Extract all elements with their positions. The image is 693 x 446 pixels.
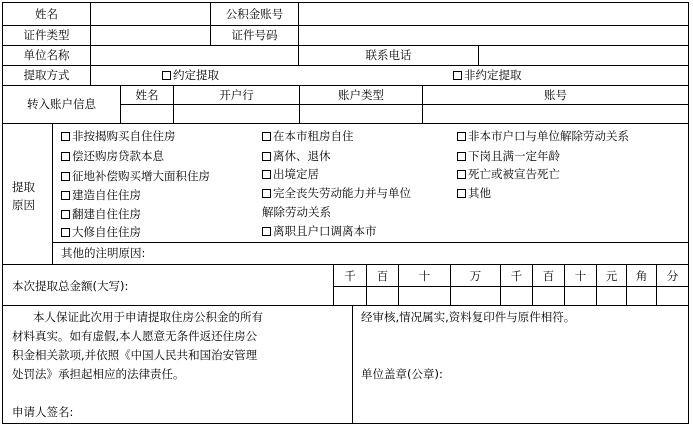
checkbox-icon <box>61 172 70 181</box>
non-agreed-withdrawal-checkbox[interactable] <box>453 68 522 82</box>
non-agreed-withdrawal-label: 非约定提取 <box>464 68 522 82</box>
checkbox-icon <box>457 189 466 198</box>
name-label: 姓名 <box>35 7 58 21</box>
vrule-reason <box>52 123 53 265</box>
amount-unit: 千 <box>344 269 356 283</box>
reason-checkbox[interactable] <box>457 149 560 163</box>
declaration-line3: 积金相关款项,并依照《中国人民共和国治安管理 <box>12 348 258 362</box>
declaration-line4: 处罚法》承担起相应的法律责任。 <box>12 367 185 381</box>
reason-checkbox[interactable] <box>262 129 354 143</box>
reason-checkbox[interactable] <box>61 149 164 163</box>
checkbox-icon <box>61 210 70 219</box>
reason-option-label: 离休、退休 <box>273 149 331 163</box>
amount-unit: 百 <box>542 269 555 283</box>
amount-label: 本次提取总金额(大写): <box>12 279 129 293</box>
reason-checkbox[interactable] <box>61 188 141 202</box>
reason-option-label: 非按揭购买自住住房 <box>72 129 176 143</box>
vrule-r3-a <box>90 45 91 66</box>
reason-label-line2: 原因 <box>12 198 35 212</box>
reason-option-label: 离职且户口调离本市 <box>273 224 377 238</box>
transfer-bank-col: 开户行 <box>219 88 254 102</box>
checkbox-icon <box>162 71 171 80</box>
declaration-line1: 本人保证此次用于申请提取住房公积金的所有 <box>33 310 263 324</box>
checkbox-icon <box>262 170 271 179</box>
reason-checkbox[interactable] <box>262 149 331 163</box>
rule-row5 <box>2 123 689 124</box>
checkbox-icon <box>457 152 466 161</box>
other-reason-field[interactable] <box>160 244 686 262</box>
phone-label: 联系电话 <box>365 48 412 62</box>
rule-row1 <box>2 25 689 26</box>
reason-option-label: 出境定居 <box>273 167 319 181</box>
reason-option-label: 征地补偿购买增大面积住房 <box>72 169 210 183</box>
reason-checkbox[interactable] <box>262 167 319 181</box>
reason-checkbox[interactable] <box>457 129 629 143</box>
reason-option-label: 建造自住住房 <box>72 188 141 202</box>
amount-unit: 元 <box>605 269 618 283</box>
fund-account-label: 公积金账号 <box>225 7 284 21</box>
reason-option-label: 非本市户口与单位解除劳动关系 <box>468 129 629 143</box>
vrule-bottom-split <box>352 305 353 424</box>
signature-label: 申请人签名: <box>12 405 74 419</box>
transfer-name-field[interactable] <box>121 105 172 122</box>
declaration-line2: 材料真实。如有虚假,本人愿意无条件返还住房公 <box>12 329 258 343</box>
checkbox-icon <box>61 132 70 141</box>
reason-checkbox[interactable] <box>61 225 141 239</box>
checkbox-icon <box>262 189 271 198</box>
reason-option-label: 完全丧失劳动能力并与单位 <box>273 186 411 200</box>
transfer-bank-field[interactable] <box>174 105 298 122</box>
transfer-account-label: 转入账户信息 <box>27 97 96 111</box>
amount-unit: 角 <box>635 269 648 283</box>
reason-option-label: 翻建自住住房 <box>72 207 141 221</box>
amount-digit-field[interactable] <box>452 288 499 304</box>
transfer-account-type-field[interactable] <box>300 105 421 122</box>
reason-checkbox[interactable] <box>61 129 176 143</box>
amount-digit-field[interactable] <box>368 288 397 304</box>
transfer-account-no-col: 账号 <box>544 88 567 102</box>
reason-checkbox[interactable] <box>457 186 491 200</box>
id-number-label: 证件号码 <box>231 28 278 42</box>
vrule-r12-a <box>90 2 91 46</box>
amount-unit: 千 <box>510 269 523 283</box>
agreed-withdrawal-checkbox[interactable] <box>162 68 219 82</box>
reason-checkbox[interactable] <box>262 224 377 238</box>
amount-digit-field[interactable] <box>598 288 625 304</box>
rule-row2 <box>2 45 689 46</box>
name-field[interactable] <box>92 4 208 24</box>
amount-digit-field[interactable] <box>534 288 563 304</box>
rule-row3 <box>2 65 689 66</box>
review-text: 经审核,情况属实,资料复印件与原件相符。 <box>361 310 576 324</box>
reason-option-continuation: 解除劳动关系 <box>262 205 331 219</box>
amount-digit-field[interactable] <box>400 288 449 304</box>
checkbox-icon <box>453 71 462 80</box>
amount-digit-field[interactable] <box>566 288 595 304</box>
checkbox-icon <box>457 132 466 141</box>
reason-checkbox[interactable] <box>61 207 141 221</box>
id-number-field[interactable] <box>300 27 686 44</box>
vrule-r4-a <box>90 65 91 86</box>
amount-words-field[interactable] <box>180 266 330 304</box>
amount-unit: 十 <box>418 269 431 283</box>
other-reason-label: 其他的注明原因: <box>61 246 146 260</box>
rule-amount-bottom <box>2 305 689 306</box>
amount-unit: 分 <box>666 269 679 283</box>
method-label: 提取方式 <box>23 68 70 82</box>
checkbox-icon <box>262 227 271 236</box>
rule-other-note <box>52 242 689 243</box>
signature-field[interactable] <box>90 400 348 420</box>
amount-digit-field[interactable] <box>335 288 365 304</box>
checkbox-icon <box>262 132 271 141</box>
reason-checkbox[interactable] <box>61 169 210 183</box>
transfer-name-col: 姓名 <box>135 88 159 102</box>
employer-label: 单位名称 <box>23 48 70 62</box>
reason-option-label: 在本市租房自住 <box>273 129 354 143</box>
checkbox-icon <box>262 152 271 161</box>
reason-checkbox[interactable] <box>262 186 411 200</box>
amount-digit-field[interactable] <box>658 288 687 304</box>
id-type-field[interactable] <box>92 27 208 44</box>
checkbox-icon <box>61 152 70 161</box>
transfer-account-no-field[interactable] <box>423 105 687 122</box>
employer-field[interactable] <box>92 47 296 64</box>
id-type-label: 证件类型 <box>23 28 70 42</box>
transfer-account-type-col: 账户类型 <box>338 88 384 102</box>
unit-seal-label: 单位盖章(公章): <box>361 367 443 381</box>
border-top <box>2 2 689 3</box>
reason-option-label: 其他 <box>468 186 491 200</box>
reason-option-label: 大修自住住房 <box>72 225 141 239</box>
checkbox-icon <box>61 191 70 200</box>
rule-row4 <box>2 85 689 86</box>
phone-field[interactable] <box>480 47 686 64</box>
rule-reason-bottom <box>2 264 689 265</box>
amount-digit-field[interactable] <box>502 288 531 304</box>
checkbox-icon <box>61 228 70 237</box>
border-bottom <box>2 423 689 424</box>
vrule-r3-c <box>478 45 479 66</box>
vrule-r12-c <box>298 2 299 46</box>
amount-unit: 万 <box>469 269 482 283</box>
reason-label-line1: 提取 <box>12 180 35 194</box>
amount-digit-field[interactable] <box>628 288 655 304</box>
reason-option-label: 死亡或被宣告死亡 <box>468 167 560 181</box>
agreed-withdrawal-label: 约定提取 <box>173 68 219 82</box>
amount-unit: 十 <box>574 269 587 283</box>
fund-account-field[interactable] <box>300 4 686 24</box>
amount-unit: 百 <box>376 269 389 283</box>
checkbox-icon <box>457 170 466 179</box>
reason-option-label: 下岗且满一定年龄 <box>468 149 560 163</box>
reason-checkbox[interactable] <box>457 167 560 181</box>
reason-option-label: 偿还购房贷款本息 <box>72 149 164 163</box>
rule-amount-units <box>333 286 689 287</box>
